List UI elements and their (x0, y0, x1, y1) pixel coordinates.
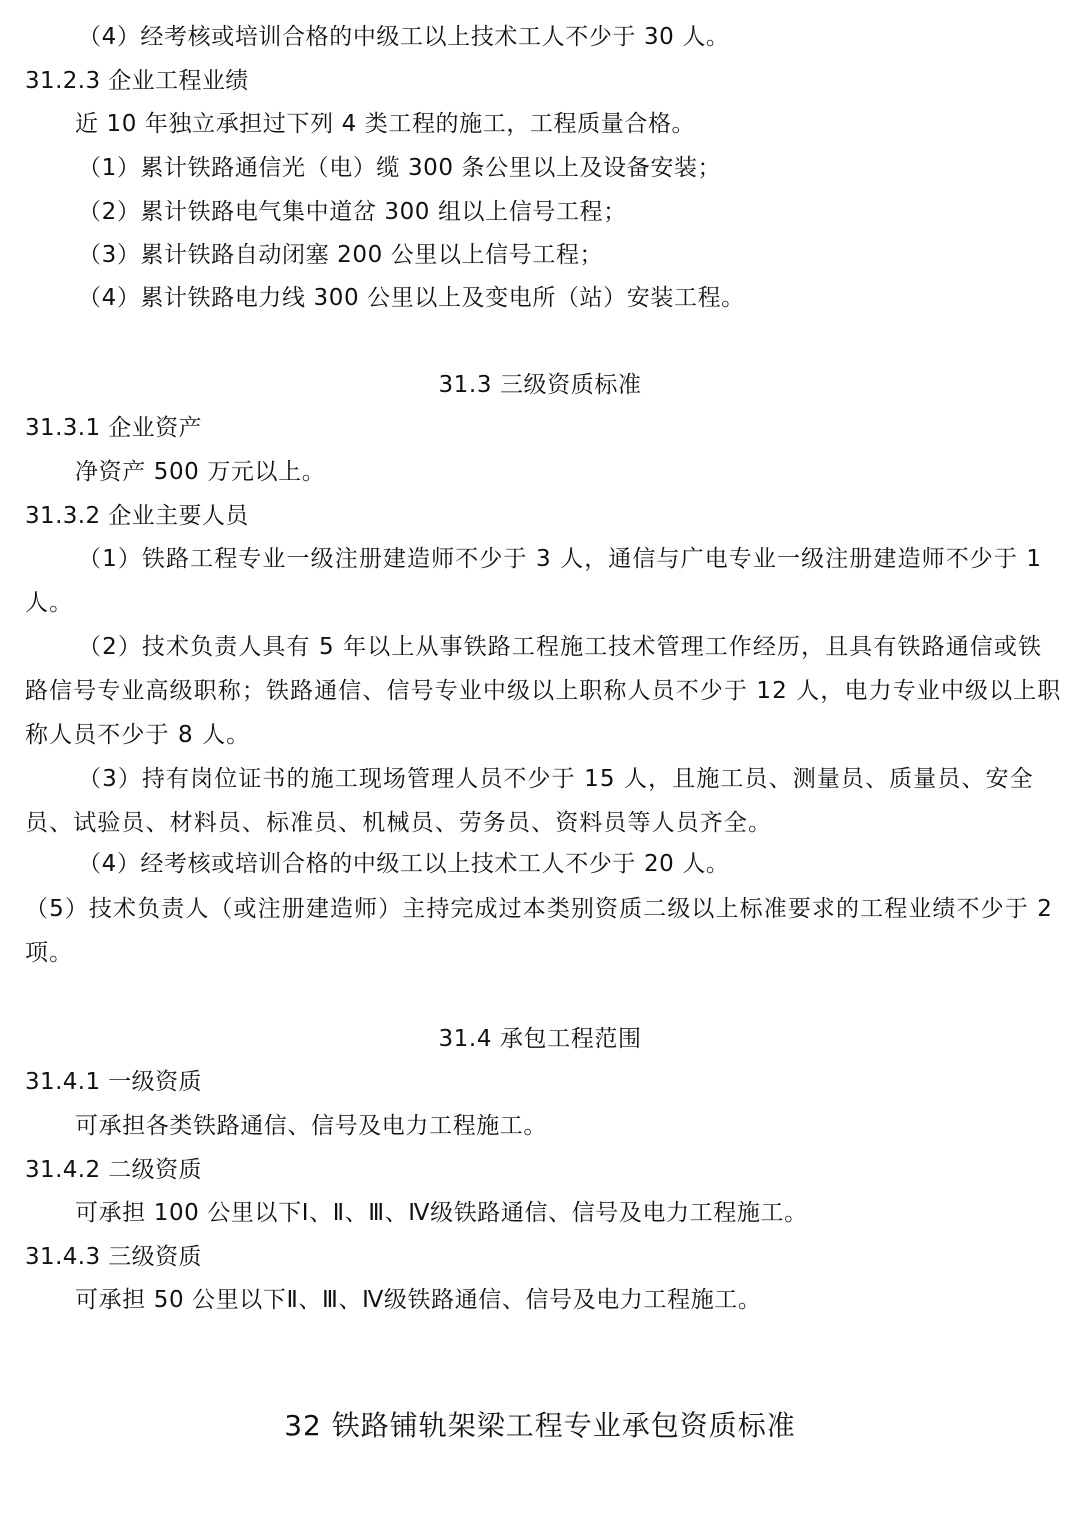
section-title-31-4: 31.4 承包工程范围 (438, 1026, 642, 1052)
personnel-item-2: （2）技术负责人具有 5 年以上从事铁路工程施工技术管理工作经历，且具有铁路通信或铁路信号专业高级职称；铁路通信、信号专业中级以上职称人员不少于 12 人，电力专业中级以上职称人员不少于 8 人。 (25, 634, 1062, 748)
personnel-item-1: （1）铁路工程专业一级注册建造师不少于 3 人，通信与广电专业一级注册建造师不少于 1 人。 (25, 546, 1043, 616)
technician-count-item-4: （4）经考核或培训合格的中级工以上技术工人不少于 30 人。 (78, 24, 730, 50)
section-heading-31-3-2: 31.3.2 企业主要人员 (25, 503, 249, 529)
personnel-item-5: （5）技术负责人（或注册建造师）主持完成过本类别资质二级以上标准要求的工程业绩不少于 2 项。 (25, 896, 1053, 966)
performance-item-3: （3）累计铁路自动闭塞 200 公里以上信号工程； (78, 242, 604, 268)
section-heading-31-4-2: 31.4.2 二级资质 (25, 1157, 202, 1183)
performance-intro: 近 10 年独立承担过下列 4 类工程的施工，工程质量合格。 (75, 111, 696, 137)
net-assets-text: 净资产 500 万元以上。 (75, 459, 326, 485)
section-heading-31-4-3: 31.4.3 三级资质 (25, 1244, 202, 1270)
performance-item-2: （2）累计铁路电气集中道岔 300 组以上信号工程； (78, 199, 627, 225)
personnel-item-3: （3）持有岗位证书的施工现场管理人员不少于 15 人，且施工员、测量员、质量员、安全员、试验员、材料员、标准员、机械员、劳务员、资料员等人员齐全。 (25, 766, 1034, 836)
section-heading-31-4-1: 31.4.1 一级资质 (25, 1069, 202, 1095)
section-heading-31-2-3: 31.2.3 企业工程业绩 (25, 68, 249, 94)
scope-grade-3: 可承担 50 公里以下Ⅱ、Ⅲ、Ⅳ级铁路通信、信号及电力工程施工。 (75, 1287, 762, 1313)
scope-grade-1: 可承担各类铁路通信、信号及电力工程施工。 (75, 1113, 547, 1139)
section-title-31-3: 31.3 三级资质标准 (438, 372, 642, 398)
personnel-item-4: （4）经考核或培训合格的中级工以上技术工人不少于 20 人。 (78, 851, 730, 877)
performance-item-4: （4）累计铁路电力线 300 公里以上及变电所（站）安装工程。 (78, 285, 745, 311)
scope-grade-2: 可承担 100 公里以下Ⅰ、Ⅱ、Ⅲ、Ⅳ级铁路通信、信号及电力工程施工。 (75, 1200, 808, 1226)
chapter-title-32: 32 铁路铺轨架梁工程专业承包资质标准 (284, 1409, 796, 1442)
section-heading-31-3-1: 31.3.1 企业资产 (25, 415, 202, 441)
performance-item-1: （1）累计铁路通信光（电）缆 300 条公里以上及设备安装； (78, 155, 722, 181)
